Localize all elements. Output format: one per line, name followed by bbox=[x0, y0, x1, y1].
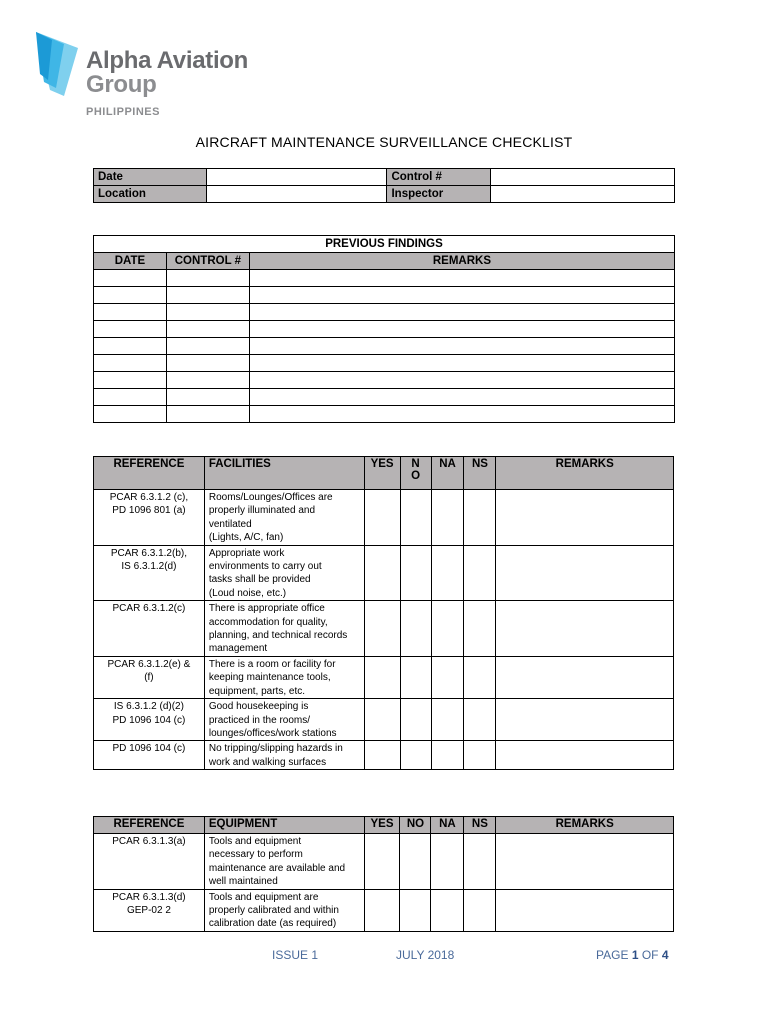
pf-remarks-cell[interactable] bbox=[249, 406, 674, 423]
na-cell[interactable] bbox=[431, 834, 464, 890]
previous-finding-row bbox=[94, 389, 675, 406]
eq-col-remarks: REMARKS bbox=[496, 817, 674, 834]
item-line: properly calibrated and within bbox=[208, 905, 339, 917]
control-field[interactable] bbox=[491, 169, 675, 186]
item-line: There is appropriate office bbox=[208, 603, 325, 615]
remarks-cell[interactable] bbox=[496, 699, 674, 741]
pf-remarks-cell[interactable] bbox=[249, 355, 674, 372]
footer-issue: ISSUE 1 bbox=[272, 948, 319, 962]
item-cell bbox=[204, 656, 364, 698]
fac-col-na: NA bbox=[431, 457, 464, 490]
remarks-cell[interactable] bbox=[496, 889, 674, 931]
item-line: environments to carry out bbox=[208, 561, 322, 573]
remarks-cell[interactable] bbox=[496, 601, 674, 657]
facilities-row bbox=[94, 545, 674, 601]
remarks-cell[interactable] bbox=[496, 490, 674, 546]
item-line: equipment, parts, etc. bbox=[208, 685, 306, 697]
previous-finding-row bbox=[94, 270, 675, 287]
facilities-row bbox=[94, 490, 674, 546]
fac-col-remarks: REMARKS bbox=[496, 457, 674, 490]
item-line: management bbox=[208, 643, 268, 655]
reference-line: IS 6.3.1.2(d) bbox=[121, 561, 177, 573]
ns-cell[interactable] bbox=[464, 490, 496, 546]
info-table bbox=[93, 168, 675, 203]
fac-col-yes: YES bbox=[364, 457, 400, 490]
item-cell bbox=[204, 545, 364, 601]
na-cell[interactable] bbox=[431, 601, 464, 657]
previous-finding-row bbox=[94, 406, 675, 423]
previous-finding-row bbox=[94, 355, 675, 372]
reference-line: PD 1096 801 (a) bbox=[112, 505, 186, 517]
item-cell bbox=[204, 699, 364, 741]
yes-cell[interactable] bbox=[364, 889, 400, 931]
na-cell[interactable] bbox=[431, 656, 464, 698]
facilities-table bbox=[93, 456, 674, 770]
equipment-row bbox=[94, 889, 674, 931]
previous-finding-row bbox=[94, 304, 675, 321]
item-line: Tools and equipment bbox=[208, 836, 302, 847]
item-line: There is a room or facility for bbox=[208, 658, 336, 670]
pf-date-cell[interactable] bbox=[94, 338, 167, 355]
item-line: well maintained bbox=[208, 876, 278, 888]
date-label: Date bbox=[94, 169, 207, 186]
ns-cell[interactable] bbox=[464, 545, 496, 601]
pf-remarks-cell[interactable] bbox=[249, 372, 674, 389]
no-cell[interactable] bbox=[400, 656, 431, 698]
pf-date-cell[interactable] bbox=[94, 287, 167, 304]
item-line: properly illuminated and bbox=[208, 505, 316, 517]
item-line: (Lights, A/C, fan) bbox=[208, 532, 284, 544]
na-cell[interactable] bbox=[431, 889, 464, 931]
reference-line: PCAR 6.3.1.2 (c), bbox=[109, 492, 189, 503]
reference-line: PCAR 6.3.1.2(e) & bbox=[107, 658, 191, 670]
item-line: necessary to perform bbox=[208, 849, 303, 861]
reference-line: PD 1096 104 (c) bbox=[112, 714, 186, 726]
fac-col-facilities: FACILITIES bbox=[204, 457, 364, 490]
previous-finding-row bbox=[94, 287, 675, 304]
reference-line: PCAR 6.3.1.2(b), bbox=[110, 547, 187, 559]
equipment-row bbox=[94, 834, 674, 890]
eq-col-equipment: EQUIPMENT bbox=[204, 817, 364, 834]
pf-date-cell[interactable] bbox=[94, 355, 167, 372]
pf-control-cell[interactable] bbox=[166, 389, 249, 406]
ns-cell[interactable] bbox=[464, 656, 496, 698]
item-cell bbox=[204, 889, 364, 931]
no-cell[interactable] bbox=[400, 601, 431, 657]
item-line: ventilated bbox=[208, 518, 252, 530]
previous-findings-title: PREVIOUS FINDINGS bbox=[94, 236, 675, 253]
reference-cell bbox=[94, 601, 205, 657]
eq-col-ns: NS bbox=[464, 817, 496, 834]
pf-remarks-cell[interactable] bbox=[249, 304, 674, 321]
pf-remarks-cell[interactable] bbox=[249, 321, 674, 338]
eq-col-na: NA bbox=[431, 817, 464, 834]
eq-col-reference: REFERENCE bbox=[94, 817, 205, 834]
eq-col-yes: YES bbox=[364, 817, 400, 834]
na-cell[interactable] bbox=[431, 699, 464, 741]
reference-line: PCAR 6.3.1.3(d) bbox=[112, 891, 186, 903]
previous-finding-row bbox=[94, 321, 675, 338]
company-logo bbox=[30, 30, 82, 100]
pf-date-cell[interactable] bbox=[94, 321, 167, 338]
item-line: No tripping/slipping hazards in bbox=[208, 743, 343, 755]
inspector-field[interactable] bbox=[491, 186, 675, 203]
pf-col-remarks: REMARKS bbox=[249, 253, 674, 270]
logo-country: PHILIPPINES bbox=[86, 106, 160, 118]
item-line: Appropriate work bbox=[208, 547, 285, 559]
item-line: accommodation for quality, bbox=[208, 616, 328, 628]
no-cell[interactable] bbox=[400, 834, 431, 890]
remarks-cell[interactable] bbox=[496, 656, 674, 698]
pf-remarks-cell[interactable] bbox=[249, 287, 674, 304]
facilities-row bbox=[94, 601, 674, 657]
date-field[interactable] bbox=[206, 169, 387, 186]
previous-findings-table bbox=[93, 235, 675, 423]
item-line: calibration date (as required) bbox=[208, 918, 337, 930]
reference-line: PD 1096 104 (c) bbox=[112, 743, 186, 755]
yes-cell[interactable] bbox=[364, 699, 400, 741]
pf-remarks-cell[interactable] bbox=[249, 270, 674, 287]
item-line: work and walking surfaces bbox=[208, 756, 327, 768]
item-line: lounges/offices/work stations bbox=[208, 727, 337, 739]
document-title: AIRCRAFT MAINTENANCE SURVEILLANCE CHECKLIST bbox=[195, 134, 573, 150]
remarks-cell[interactable] bbox=[496, 545, 674, 601]
no-cell[interactable] bbox=[400, 490, 431, 546]
no-cell[interactable] bbox=[400, 699, 431, 741]
pf-col-control: CONTROL # bbox=[166, 253, 249, 270]
na-cell[interactable] bbox=[431, 545, 464, 601]
item-line: keeping maintenance tools, bbox=[208, 672, 331, 684]
item-cell bbox=[204, 490, 364, 546]
yes-cell[interactable] bbox=[364, 741, 400, 770]
item-line: practiced in the rooms/ bbox=[208, 714, 311, 726]
reference-cell bbox=[94, 656, 205, 698]
reference-cell bbox=[94, 545, 205, 601]
logo-name-line1: Alpha Aviation bbox=[86, 47, 249, 74]
fac-col-reference: REFERENCE bbox=[94, 457, 205, 490]
na-cell[interactable] bbox=[431, 490, 464, 546]
fac-col-no: N O bbox=[400, 457, 431, 490]
reference-cell bbox=[94, 699, 205, 741]
facilities-row bbox=[94, 741, 674, 770]
ns-cell[interactable] bbox=[464, 601, 496, 657]
item-cell bbox=[204, 834, 364, 890]
yes-cell[interactable] bbox=[364, 545, 400, 601]
reference-line: IS 6.3.1.2 (d)(2) bbox=[113, 701, 184, 713]
pf-date-cell[interactable] bbox=[94, 406, 167, 423]
ns-cell[interactable] bbox=[464, 699, 496, 741]
pf-date-cell[interactable] bbox=[94, 389, 167, 406]
item-line: Rooms/Lounges/Offices are bbox=[208, 492, 333, 503]
location-label: Location bbox=[94, 186, 207, 203]
item-line: Tools and equipment are bbox=[208, 891, 319, 903]
pf-date-cell[interactable] bbox=[94, 304, 167, 321]
remarks-cell[interactable] bbox=[496, 741, 674, 770]
pf-control-cell[interactable] bbox=[166, 338, 249, 355]
pf-control-cell[interactable] bbox=[166, 287, 249, 304]
fac-col-ns: NS bbox=[464, 457, 496, 490]
pf-control-cell[interactable] bbox=[166, 406, 249, 423]
na-cell[interactable] bbox=[431, 741, 464, 770]
pf-control-cell[interactable] bbox=[166, 304, 249, 321]
pf-date-cell[interactable] bbox=[94, 270, 167, 287]
reference-line: PCAR 6.3.1.2(c) bbox=[112, 603, 186, 615]
item-line: tasks shall be provided bbox=[208, 574, 311, 586]
pf-remarks-cell[interactable] bbox=[249, 389, 674, 406]
logo-name-line2: Group bbox=[86, 71, 157, 98]
ns-cell[interactable] bbox=[464, 889, 496, 931]
footer-date: JULY 2018 bbox=[396, 948, 455, 962]
item-line: (Loud noise, etc.) bbox=[208, 587, 287, 599]
facilities-row bbox=[94, 699, 674, 741]
location-field[interactable] bbox=[206, 186, 387, 203]
facilities-row bbox=[94, 656, 674, 698]
reference-line: (f) bbox=[144, 672, 154, 684]
previous-finding-row bbox=[94, 338, 675, 355]
previous-finding-row bbox=[94, 372, 675, 389]
yes-cell[interactable] bbox=[364, 490, 400, 546]
ns-cell[interactable] bbox=[464, 834, 496, 890]
no-cell[interactable] bbox=[400, 741, 431, 770]
no-cell[interactable] bbox=[400, 545, 431, 601]
reference-line: GEP-02 2 bbox=[126, 905, 171, 917]
remarks-cell[interactable] bbox=[496, 834, 674, 890]
pf-control-cell[interactable] bbox=[166, 270, 249, 287]
yes-cell[interactable] bbox=[364, 601, 400, 657]
reference-cell bbox=[94, 490, 205, 546]
pf-col-date: DATE bbox=[94, 253, 167, 270]
item-cell bbox=[204, 601, 364, 657]
reference-line: PCAR 6.3.1.3(a) bbox=[112, 836, 186, 847]
reference-cell bbox=[94, 741, 205, 770]
inspector-label: Inspector bbox=[387, 186, 491, 203]
item-line: Good housekeeping is bbox=[208, 701, 309, 713]
pf-date-cell[interactable] bbox=[94, 372, 167, 389]
footer-page-number: PAGE 1 OF 4 bbox=[596, 948, 669, 962]
pf-control-cell[interactable] bbox=[166, 372, 249, 389]
pf-control-cell[interactable] bbox=[166, 321, 249, 338]
reference-cell bbox=[94, 834, 205, 890]
yes-cell[interactable] bbox=[364, 656, 400, 698]
control-label: Control # bbox=[387, 169, 491, 186]
reference-cell bbox=[94, 889, 205, 931]
pf-control-cell[interactable] bbox=[166, 355, 249, 372]
item-line: maintenance are available and bbox=[208, 862, 346, 874]
yes-cell[interactable] bbox=[364, 834, 400, 890]
pf-remarks-cell[interactable] bbox=[249, 338, 674, 355]
item-cell bbox=[204, 741, 364, 770]
equipment-table bbox=[93, 816, 674, 932]
eq-col-no: NO bbox=[400, 817, 431, 834]
no-cell[interactable] bbox=[400, 889, 431, 931]
ns-cell[interactable] bbox=[464, 741, 496, 770]
item-line: planning, and technical records bbox=[208, 630, 348, 642]
